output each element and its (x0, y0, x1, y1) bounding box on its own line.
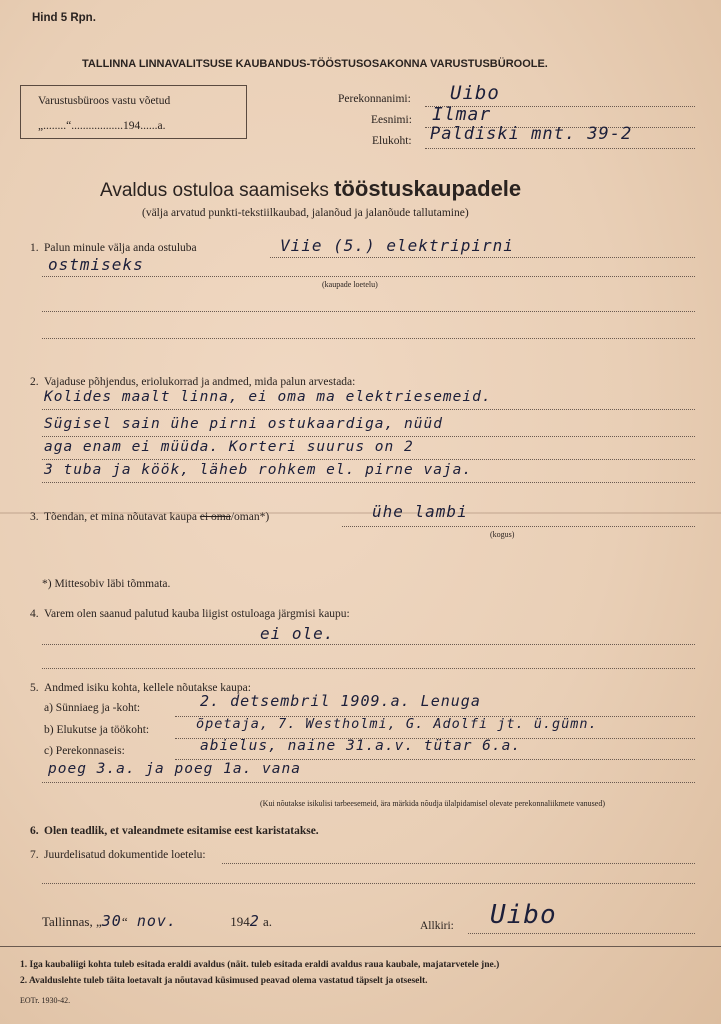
q2-line3: aga enam ei müüda. Korteri suurus on 2 (44, 439, 414, 455)
date-day: 30 (101, 912, 122, 930)
q5-number: 5. (30, 682, 39, 694)
date-suffix: a. (263, 914, 273, 929)
q7-label: Juurdelisatud dokumentide loetelu: (44, 849, 206, 861)
q1-answer2: ostmiseks (48, 255, 144, 274)
date-month: nov. (136, 912, 177, 930)
q1-number: 1. (30, 242, 39, 254)
q6-label: Olen teadlik, et valeandmete esitamise eest karistatakse. (44, 825, 319, 837)
q3-label (44, 511, 269, 523)
q5-label: Andmed isiku kohta, kellele nõutakse kaupa: (44, 682, 251, 694)
q2-number: 2. (30, 376, 39, 388)
form-title-part1: Avaldus ostuloa saamiseks (100, 180, 329, 201)
q3-caption: (kogus) (490, 530, 515, 539)
q5-c-value2: poeg 3.a. ja poeg 1a. vana (48, 761, 301, 777)
q4-answer: ei ole. (260, 624, 335, 643)
note-1: 1. Iga kaubaliigi kohta tuleb esitada eraldi avaldus (näit. tuleb esitada eraldi avaldus raua kaubale, majatarvetele jne.) (20, 960, 500, 970)
firstname-value: Ilmar (432, 104, 492, 125)
date-prefix: Tallinnas, „ (42, 914, 102, 929)
q2-line2: Sügisel sain ühe pirni ostukaardiga, nüüd (44, 416, 443, 432)
q5-b-label: b) Elukutse ja töökoht: (44, 724, 150, 736)
form-title (100, 176, 521, 202)
footer-divider (0, 946, 721, 947)
q6-number: 6. (30, 825, 39, 837)
residence-value: Paldiski mnt. 39-2 (430, 124, 633, 144)
q3-option-oman: /oman*) (230, 511, 270, 523)
q2-line4: 3 tuba ja köök, läheb rohkem el. pirne vaja. (44, 462, 473, 478)
form-title-part2: tööstuskaupadele (334, 176, 522, 201)
q3-label-text: Tõendan, et mina nõutavat kaupa (44, 511, 197, 523)
office-box-line1: Varustusbüroos vastu võetud (38, 95, 171, 107)
q3-number: 3. (30, 511, 39, 523)
q2-label: Vajaduse põhjendus, eriolukorrad ja andmed, mida palun arvestada: (44, 376, 356, 388)
q5-c-value1: abielus, naine 31.a.v. tütar 6.a. (200, 738, 522, 754)
q7-number: 7. (30, 849, 39, 861)
form-subtitle: (välja arvatud punkti-tekstiilkaubad, jalanõud ja jalanõude tallutamine) (142, 207, 469, 219)
q3-struck-option: ei oma (199, 511, 231, 523)
q5-b-value: õpetaja, 7. Westholmi, G. Adolfi jt. ü.gümn. (196, 716, 598, 732)
date-mid: “ (121, 914, 128, 929)
q5-c-label: c) Perekonnaseis: (44, 745, 125, 757)
signature-label: Allkiri: (420, 920, 454, 932)
surname-label: Perekonnanimi: (338, 93, 411, 105)
signature: Uibo (490, 900, 557, 930)
firstname-label: Eesnimi: (371, 114, 412, 126)
q2-line1: Kolides maalt linna, ei oma ma elektriesemeid. (44, 389, 492, 405)
q4-label: Varem olen saanud palutud kauba liigist ostuloaga järgmisi kaupu: (44, 608, 350, 620)
date-line (42, 912, 272, 930)
q4-number: 4. (30, 608, 39, 620)
q5-a-value: 2. detsembril 1909.a. Lenuga (200, 692, 481, 710)
q1-answer1: Viie (5.) elektripirni (280, 236, 514, 255)
footnote-star: *) Mittesobiv läbi tõmmata. (42, 578, 171, 590)
surname-value: Uibo (450, 82, 500, 104)
note-2: 2. Avalduslehte tuleb täita loetavalt ja nõutavad küsimused peavad olema vastatud täpselt ja otseselt. (20, 976, 428, 986)
q5-caption: (Kui nõutakse isikulisi tarbeesemeid, ära märkida nõudja ülalpidamisel olevate perekonnaliikmete vanused) (260, 799, 605, 808)
q1-caption: (kaupade loetelu) (322, 280, 378, 289)
date-year-prefix: 194 (230, 914, 250, 929)
date-year-digit: 2 (249, 912, 260, 930)
q1-label: Palun minule välja anda ostuluba (44, 242, 197, 254)
print-code: EOTr. 1930-42. (20, 996, 71, 1005)
q3-answer: ühe lambi (372, 502, 468, 521)
price-label: Hind 5 Rpn. (32, 12, 96, 24)
q5-a-label: a) Sünniaeg ja -koht: (44, 702, 141, 714)
office-box-line2: „........“..................194......a. (38, 120, 166, 132)
header-title: TALLINNA LINNAVALITSUSE KAUBANDUS-TÖÖSTUSOSAKONNA VARUSTUSBÜROOLE. (82, 58, 548, 70)
residence-label: Elukoht: (372, 135, 412, 147)
